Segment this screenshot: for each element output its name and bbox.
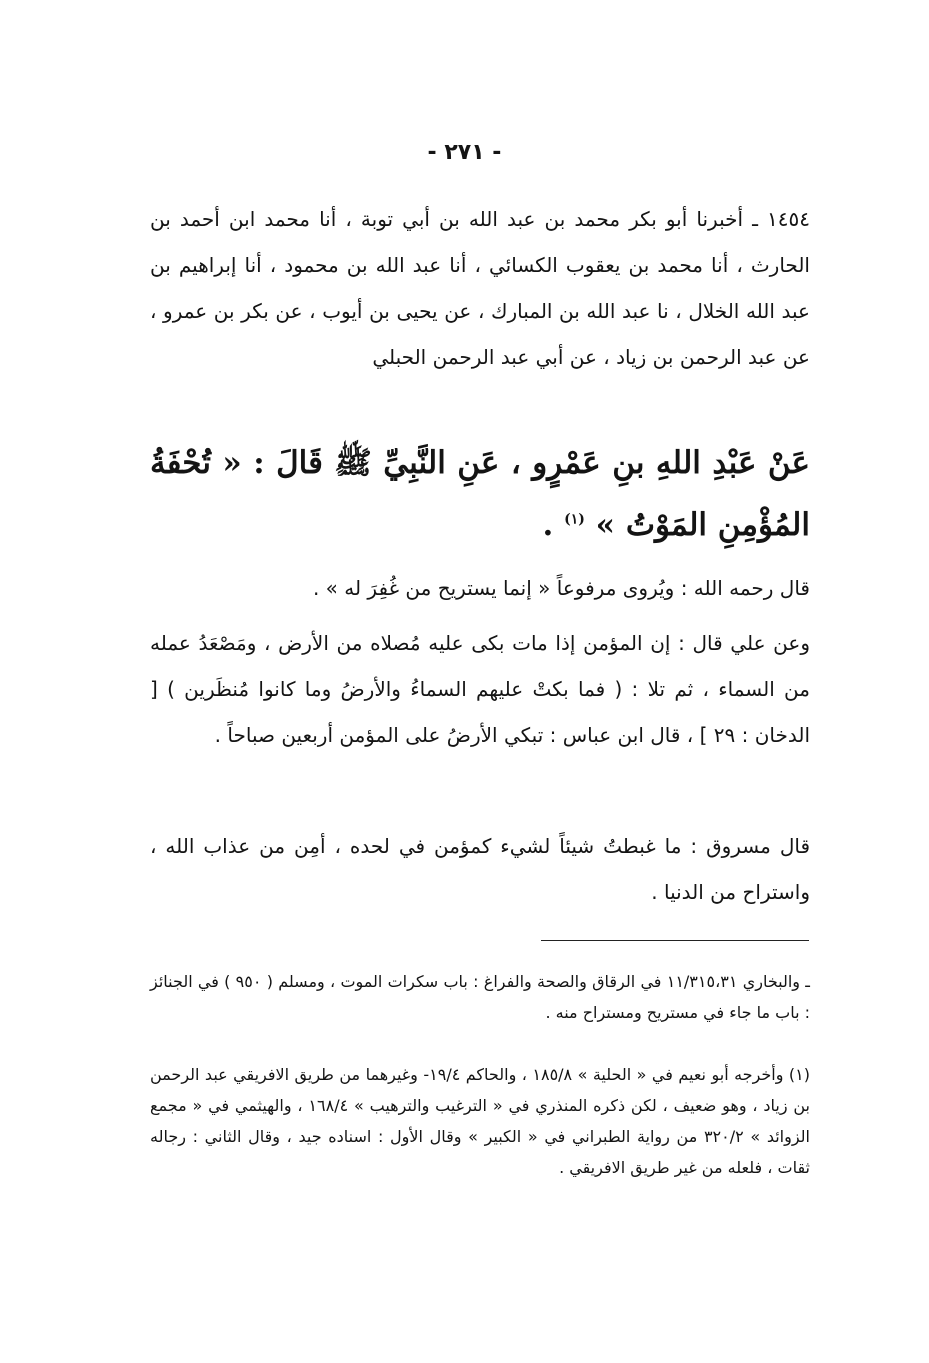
hadith-text: عَنْ عَبْدِ اللهِ بنِ عَمْرٍو ، عَنِ النَّبِيِّ ﷺ قَالَ : « تُحْفَةُ المُؤْمِنِ المَوْتُ »	[150, 445, 810, 543]
footnote-continued: ـ والبخاري ١١/٣١٥،٣١ في الرقاق والصحة والفراغ : باب سكرات الموت ، ومسلم ( ٩٥٠ ) في الجنائز : باب ما جاء في مستريح ومستراح منه .	[150, 972, 810, 1022]
hadith-end: .	[542, 507, 554, 543]
paragraph-masruq: قال مسروق : ما غبطتُ شيئاً لشيء كمؤمن في لحده ، أمِن من عذاب الله ، واستراح من الدنيا .	[150, 834, 810, 904]
paragraph-narration: قال رحمه الله : ويُروى مرفوعاً « إنما يستريح من غُفِرَ له » .	[312, 576, 810, 600]
hadith-isnad: ١٤٥٤ ـ أخبرنا أبو بكر محمد بن عبد الله بن أبي توبة ، أنا محمد ابن أحمد بن الحارث ، أنا محمد بن يعقوب الكسائي ، أنا عبد الله بن محمود ، أنا إبراهيم بن عبد الله الخلال ، نا عبد الله بن المبارك ، عن يحيى بن أيوب ، عن بكر بن عمرو ، عن عبد الرحمن بن زياد ، عن أبي عبد الرحمن الحبلي	[150, 207, 810, 369]
page-number: - ٢٧١ -	[427, 140, 502, 165]
footnote-ref: (١)	[564, 511, 585, 528]
footnote-1: (١) وأخرجه أبو نعيم في « الحلية » ١٨٥/٨ ، والحاكم ١٩/٤- وغيرهما من طريق الافريقي عبد الرحمن بن زياد ، وهو ضعيف ، لكن ذكره المنذري في « الترغيب والترهيب » ١٦٨/٤ ، والهيثمي في « مجمع الزوائد » ٣٢٠/٢ من رواية الطبراني في « الكبير » وقال الأول : اسناده جيد ، وقال الثاني : رجاله ثقات ، فلعله من غير طريق الافريقي .	[150, 1065, 811, 1177]
paragraph-ali: وعن علي قال : إن المؤمن إذا مات بكى عليه مُصلاه من الأرض ، ومَصْعَدُ عمله من السماء ، ثم تلا : ( فما بكتْ عليهم السماءُ والأرضُ وما كانوا مُنظَرين ) [ الدخان : ٢٩ ] ، قال ابن عباس : تبكي الأرضُ على المؤمن أربعين صباحاً .	[150, 631, 810, 747]
footnote-divider	[541, 940, 809, 941]
hadith-matn	[150, 432, 810, 556]
